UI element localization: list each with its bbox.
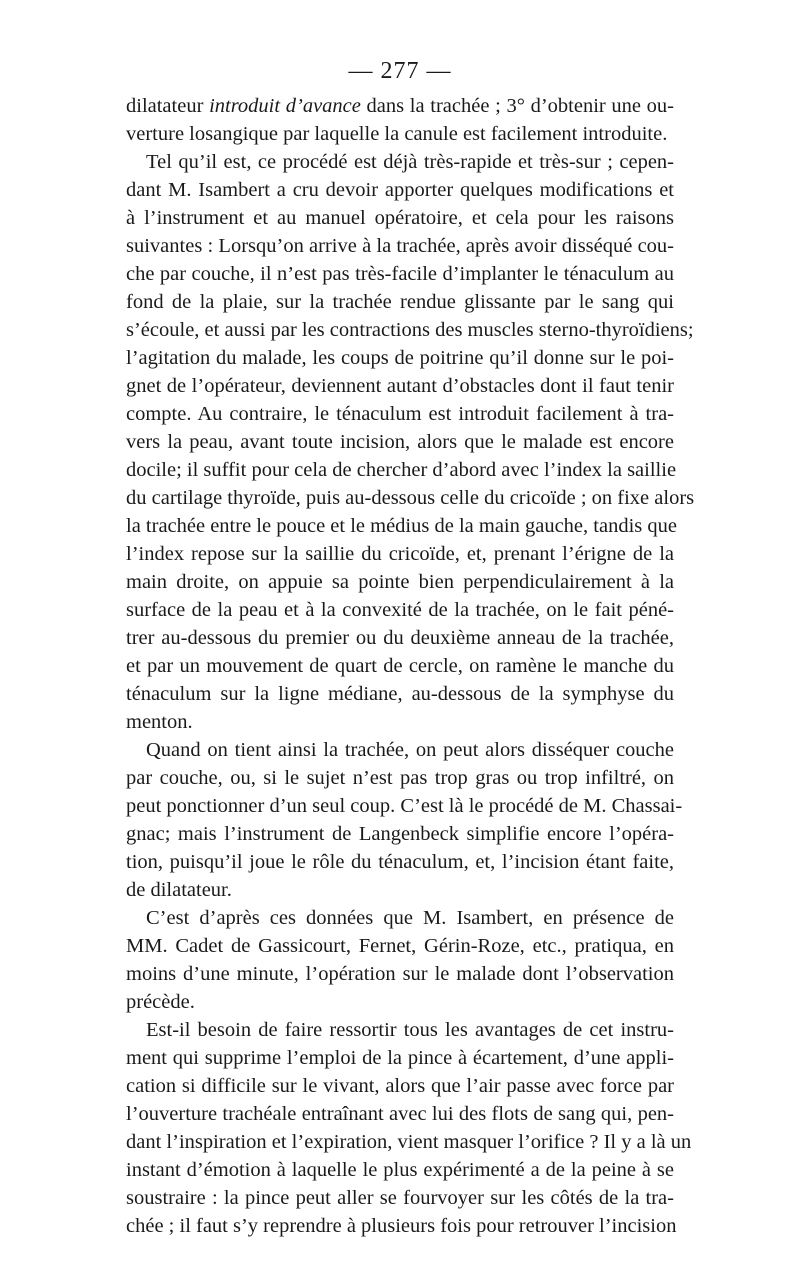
page-number: — 277 — <box>348 58 452 84</box>
text-line: C’est d’après ces données que M. Isambert, en présence de <box>146 907 674 929</box>
text-line: moins d’une minute, l’opération sur le malade dont l’observation <box>126 963 674 985</box>
italic-phrase: introduit d’avance <box>209 95 361 117</box>
text-line: compte. Au contraire, le ténaculum est introduit facilement à tra- <box>126 403 674 425</box>
text-line: dant M. Isambert a cru devoir apporter quelques modifications et <box>126 179 674 201</box>
text-line: suivantes : Lorsqu’on arrive à la trachée, après avoir disséqué cou- <box>126 235 674 257</box>
text-line: Tel qu’il est, ce procédé est déjà très-rapide et très-sur ; cepen- <box>146 151 674 173</box>
text-line: chée ; il faut s’y reprendre à plusieurs fois pour retrouver l’incision <box>126 1215 677 1237</box>
text-line: soustraire : la pince peut aller se fourvoyer sur les côtés de la tra- <box>126 1187 674 1209</box>
text-line: à l’instrument et au manuel opératoire, et cela pour les raisons <box>126 207 674 229</box>
text-line: che par couche, il n’est pas très-facile d’implanter le ténaculum au <box>126 263 674 285</box>
text-line: tion, puisqu’il joue le rôle du ténaculum, et, l’incision étant faite, <box>126 851 674 873</box>
text-line: et par un mouvement de quart de cercle, on ramène le manche du <box>126 655 674 677</box>
text-line: l’agitation du malade, les coups de poitrine qu’il donne sur le poi- <box>126 347 674 369</box>
text-line: Quand on tient ainsi la trachée, on peut alors disséquer couche <box>146 739 674 761</box>
text-line: dilatateur introduit d’avance dans la trachée ; 3° d’obtenir une ou- <box>126 95 674 117</box>
text-line: peut ponctionner d’un seul coup. C’est là le procédé de M. Chassai- <box>126 795 683 817</box>
text-line: trer au-dessous du premier ou du deuxième anneau de la trachée, <box>126 627 674 649</box>
text-line: vers la peau, avant toute incision, alors que le malade est encore <box>126 431 674 453</box>
text-line: surface de la peau et à la convexité de la trachée, on le fait péné- <box>126 599 674 621</box>
body-text <box>126 92 695 1240</box>
text-line: gnet de l’opérateur, deviennent autant d’obstacles dont il faut tenir <box>126 375 674 397</box>
text-line: verture losangique par laquelle la canule est facilement introduite. <box>126 123 668 145</box>
text-line: gnac; mais l’instrument de Langenbeck simplifie encore l’opéra- <box>126 823 674 845</box>
text-line: précède. <box>126 991 195 1013</box>
text-line: main droite, on appuie sa pointe bien perpendiculairement à la <box>126 571 674 593</box>
text-line: ténaculum sur la ligne médiane, au-dessous de la symphyse du <box>126 683 674 705</box>
text-line: l’index repose sur la saillie du cricoïde, et, prenant l’érigne de la <box>126 543 674 565</box>
text-line: s’écoule, et aussi par les contractions des muscles sterno-thyroïdiens; <box>126 319 694 341</box>
text-line: cation si difficile sur le vivant, alors que l’air passe avec force par <box>126 1075 674 1097</box>
text-line: de dilatateur. <box>126 879 232 901</box>
text-line: fond de la plaie, sur la trachée rendue glissante par le sang qui <box>126 291 674 313</box>
text-line: dant l’inspiration et l’expiration, vient masquer l’orifice ? Il y a là un <box>126 1131 692 1153</box>
text-line: par couche, ou, si le sujet n’est pas trop gras ou trop infiltré, on <box>126 767 674 789</box>
text-line: Est-il besoin de faire ressortir tous les avantages de cet instru- <box>146 1019 674 1041</box>
text-line: menton. <box>126 711 193 733</box>
text-line: MM. Cadet de Gassicourt, Fernet, Gérin-Roze, etc., pratiqua, en <box>126 935 674 957</box>
text-line: l’ouverture trachéale entraînant avec lui des flots de sang qui, pen- <box>126 1103 674 1125</box>
text-line: du cartilage thyroïde, puis au-dessous celle du cricoïde ; on fixe alors <box>126 487 695 509</box>
text-line: docile; il suffit pour cela de chercher d’abord avec l’index la saillie <box>126 459 677 481</box>
text-line: instant d’émotion à laquelle le plus expérimenté a de la peine à se <box>126 1159 674 1181</box>
text-line: la trachée entre le pouce et le médius de la main gauche, tandis que <box>126 515 677 537</box>
text-line: ment qui supprime l’emploi de la pince à écartement, d’une appli- <box>126 1047 674 1069</box>
